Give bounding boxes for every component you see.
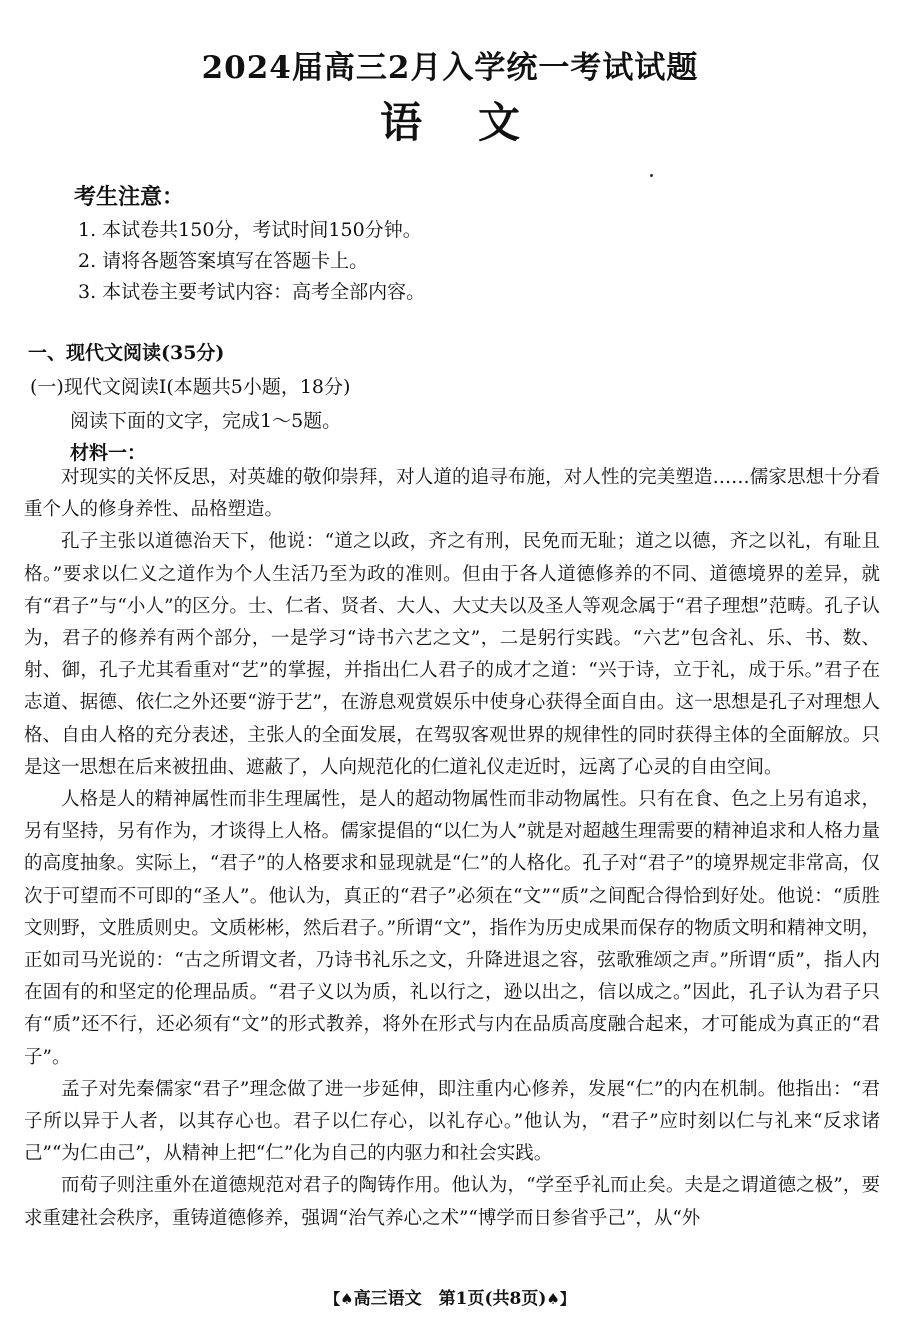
passage-paragraph: 对现实的关怀反思，对英雄的敬仰崇拜，对人道的追寻布施，对人性的完美塑造……儒家思想十分看重个人的修身养性、品格塑造。 <box>24 467 880 521</box>
reading-instruction: 阅读下面的文字，完成1～5题。 <box>70 410 342 432</box>
footer-left-symbol: 【♠ <box>325 1290 354 1308</box>
footer-text: 高三语文 第1页(共8页) <box>353 1289 547 1309</box>
footer-right-symbol: ♠】 <box>546 1290 575 1308</box>
subject-title: 语文 <box>379 98 576 147</box>
notice-item: 2. 请将各题答案填写在答题卡上。 <box>78 250 369 272</box>
section-title: 一、现代文阅读(35分) <box>28 342 225 364</box>
exam-title: 2024届高三2月入学统一考试试题 <box>201 50 699 86</box>
page-footer <box>0 1284 900 1309</box>
notice-item: 3. 本试卷主要考试内容：高考全部内容。 <box>78 281 426 303</box>
scan-speck <box>650 174 653 177</box>
material-label: 材料一： <box>70 442 147 464</box>
subsection-title: (一)现代文阅读Ⅰ(本题共5小题，18分) <box>30 376 351 398</box>
passage-paragraph: 人格是人的精神属性而非生理属性，是人的超动物属性而非动物属性。只有在食、色之上另有追求，另有坚持，另有作为，才谈得上人格。儒家提倡的“以仁为人”就是对超越生理需要的精神追求和人格力量的高度抽象。实际上，“君子”的人格要求和显现就是“仁”的人格化。孔子对“君子”的境界规定非常高，仅次于可望而不可即的“圣人”。他认为，真正的“君子”必须在“文”“质”之间配合得恰到好处。他说：“质胜文则野，文胜质则史。文质彬彬，然后君子。”所谓“文”，指作为历史成果而保存的物质文明和精神文明，正如司马光说的：“古之所谓文者，乃诗书礼乐之文，升降进退之容，弦歌雅颂之声。”所谓“质”，指人内在固有的和坚定的伦理品质。“君子义以为质，礼以行之，逊以出之，信以成之。”因此，孔子认为君子只有“质”还不行，还必须有“文”的形式教养，将外在形式与内在品质高度融合起来，才可能成为真正的“君子”。 <box>24 789 880 1068</box>
notice-heading: 考生注意： <box>74 184 185 210</box>
candidate-notice <box>74 180 854 308</box>
notice-item: 1. 本试卷共150分，考试时间150分钟。 <box>78 219 422 241</box>
passage-paragraph: 孟子对先秦儒家“君子”理念做了进一步延伸，即注重内心修养，发展“仁”的内在机制。他指出：“君子所以异于人者，以其存心也。君子以仁存心，以礼存心。”他认为，“君子”应时刻以仁与礼来“反求诸己”“为仁由己”，从精神上把“仁”化为自己的内驱力和社会实践。 <box>24 1078 880 1165</box>
reading-passage <box>24 462 880 1235</box>
passage-paragraph: 而荀子则注重外在道德规范对君子的陶铸作用。他认为，“学至乎礼而止矣。夫是之谓道德之极”，要求重建社会秩序，重铸道德修养，强调“治气养心之术”“博学而日参省乎己”，从“外 <box>24 1175 880 1229</box>
passage-paragraph: 孔子主张以道德治天下，他说：“道之以政，齐之有刑，民免而无耻；道之以德，齐之以礼，有耻且格。”要求以仁义之道作为个人生活乃至为政的准则。但由于各人道德修养的不同、道德境界的差异，就有“君子”与“小人”的区分。士、仁者、贤者、大人、大丈夫以及圣人等观念属于“君子理想”范畴。孔子认为，君子的修养有两个部分，一是学习“诗书六艺之文”，二是躬行实践。“六艺”包含礼、乐、书、数、射、御，孔子尤其看重对“艺”的掌握，并指出仁人君子的成才之道：“兴于诗，立于礼，成于乐。”君子在志道、据德、依仁之外还要“游于艺”，在游息观赏娱乐中使身心获得全面自由。这一思想是孔子对理想人格、自由人格的充分表述，主张人的全面发展，在驾驭客观世界的规律性的同时获得主体的全面解放。只是这一思想在后来被扭曲、遮蔽了，人向规范化的仁道礼仪走近时，远离了心灵的自由空间。 <box>24 531 880 778</box>
